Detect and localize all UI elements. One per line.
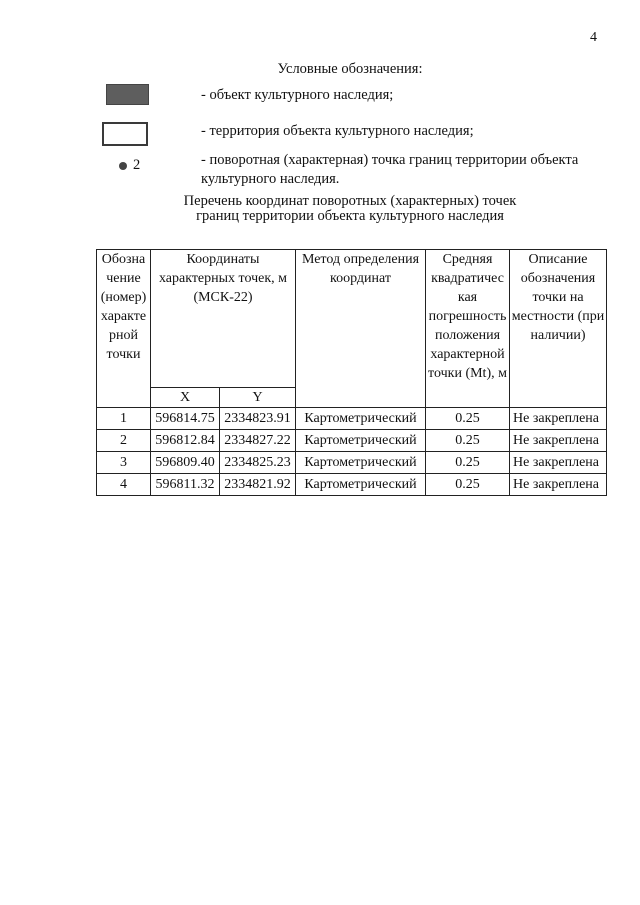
cell-y: 2334827.22	[220, 430, 296, 452]
list-heading-line-2: границ территории объекта культурного наследия	[196, 208, 504, 224]
point-dot-icon	[119, 162, 127, 170]
cell-method: Картометрический	[296, 474, 426, 496]
header-coordinates: Координаты характерных точек, м (МСК-22)	[151, 250, 296, 388]
cell-error: 0.25	[426, 452, 510, 474]
header-y: Y	[220, 388, 296, 408]
coordinates-table	[96, 249, 607, 496]
cell-y: 2334821.92	[220, 474, 296, 496]
point-marker-label: 2	[133, 157, 141, 173]
table-row	[97, 474, 607, 496]
table-row	[97, 452, 607, 474]
header-x: X	[151, 388, 220, 408]
cell-description: Не закреплена	[510, 430, 607, 452]
cell-point: 4	[97, 474, 151, 496]
cell-point: 1	[97, 408, 151, 430]
turning-point-marker	[119, 157, 140, 174]
cell-method: Картометрический	[296, 452, 426, 474]
header-error: Средняя квадратичес кая погрешность положения характерной точки (Mt), м	[426, 250, 510, 408]
header-point-number: Обозна чение (номер) характе рной точки	[97, 250, 151, 408]
legend-item-point: - поворотная (характерная) точка границ территории объекта культурного наследия.	[201, 152, 579, 187]
cell-point: 2	[97, 430, 151, 452]
cell-x: 596812.84	[151, 430, 220, 452]
cell-x: 596814.75	[151, 408, 220, 430]
heritage-territory-swatch	[102, 122, 148, 146]
legend-heading: Условные обозначения:	[277, 61, 423, 77]
cell-x: 596811.32	[151, 474, 220, 496]
cell-method: Картометрический	[296, 408, 426, 430]
cell-description: Не закреплена	[510, 408, 607, 430]
cell-error: 0.25	[426, 474, 510, 496]
legend-item-territory: - территория объекта культурного наследия;	[201, 123, 474, 139]
cell-x: 596809.40	[151, 452, 220, 474]
page-number: 4	[590, 30, 597, 45]
heritage-object-swatch	[106, 84, 149, 105]
cell-error: 0.25	[426, 430, 510, 452]
cell-y: 2334825.23	[220, 452, 296, 474]
table-row	[97, 430, 607, 452]
coordinates-list-heading	[0, 194, 640, 224]
legend-item-object: - объект культурного наследия;	[201, 87, 394, 103]
header-description: Описание обозначения точки на местности (при наличии)	[510, 250, 607, 408]
cell-y: 2334823.91	[220, 408, 296, 430]
list-heading-line-1: Перечень координат поворотных (характерных) точек	[183, 193, 517, 209]
table-row	[97, 408, 607, 430]
cell-method: Картометрический	[296, 430, 426, 452]
header-method: Метод определения координат	[296, 250, 426, 408]
cell-description: Не закреплена	[510, 474, 607, 496]
cell-point: 3	[97, 452, 151, 474]
cell-description: Не закреплена	[510, 452, 607, 474]
cell-error: 0.25	[426, 408, 510, 430]
